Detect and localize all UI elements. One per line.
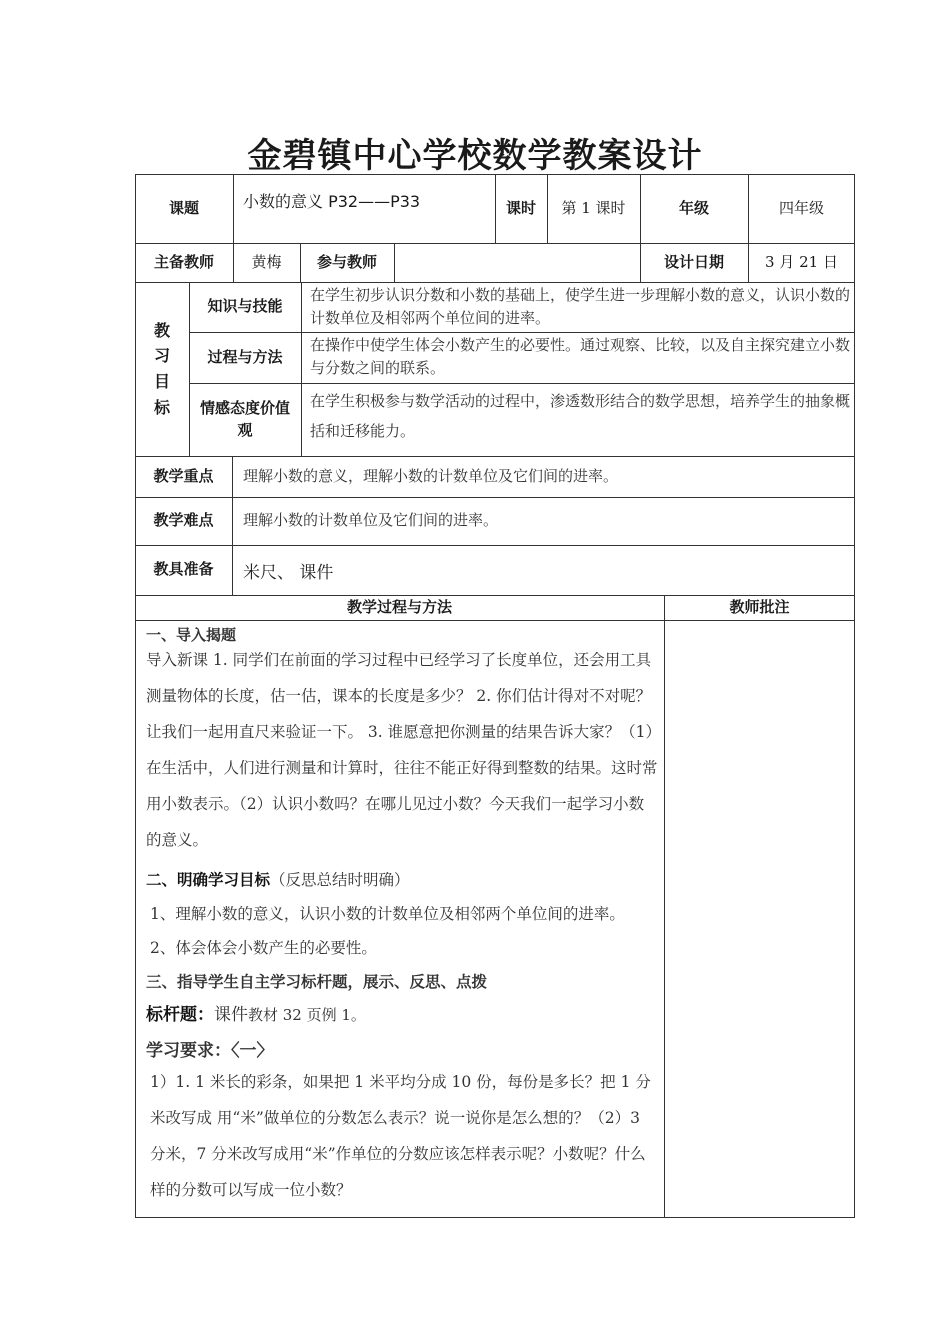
lead-teacher-label: 主备教师 [153,252,214,271]
goals-label-char: 教 [153,320,170,340]
goal-process-label: 过程与方法 [207,347,283,366]
goal-attitude-text: 在学生积极参与数学活动的过程中，渗透数形结合的数学思想，培养学生的抽象概括和迁移能力。 [310,392,851,440]
benchmark-text-2: 教材 32 页例 1。 [248,1006,366,1024]
goals-label-char: 标 [153,397,170,417]
key-point-text: 理解小数的意义，理解小数的计数单位及它们间的进率。 [243,466,619,485]
materials-text: 米尺、 课件 [243,563,334,584]
period-value: 第 1 课时 [561,198,626,217]
teacher-notes-header: 教师批注 [729,597,790,616]
participants-value [394,243,640,282]
difficulty-label: 教学难点 [153,511,214,530]
topic-label: 课题 [168,198,199,217]
teacher-notes-area [665,621,854,1217]
key-point-label: 教学重点 [153,466,214,485]
benchmark-line [146,1000,658,1025]
grade-label: 年级 [678,198,709,217]
materials-label: 教具准备 [153,560,214,579]
goal-attitude-label: 情感态度价值观 [199,398,290,439]
design-date-label: 设计日期 [663,252,724,271]
section1-text: 导入新课 1. 同学们在前面的学习过程中已经学习了长度单位，还会用工具测量物体的长度，估一估，课本的长度是多少？ 2. 你们估计得对不对呢？让我们一起用直尺来验证一下。 3. 谁愿意把你测量的结果告诉大家？（1）在生活中，人们进行测量和计算时，往往不能正好得到整数的结果。这时常用小数表示。（2）认识小数吗？在哪儿见过小数？今天我们一起学习小数的意义。 [146,651,658,849]
section3-title: 三、指导学生自主学习标杆题，展示、反思、点拨 [146,973,488,991]
goal-knowledge-text: 在学生初步认识分数和小数的基础上，使学生进一步理解小数的意义，认识小数的计数单位及相邻两个单位间的进率。 [310,286,851,327]
goal-knowledge-label: 知识与技能 [207,297,283,316]
goals-label-char: 目 [153,372,170,391]
difficulty-text: 理解小数的计数单位及它们间的进率。 [243,511,499,530]
section1-title: 一、导入揭题 [146,626,237,644]
requirements-text: 1）1. 1 米长的彩条，如果把 1 米平均分成 10 份，每份是多长？把 1 分米改写成 用“米”做单位的分数怎么表示？说一说你是怎么想的？（2）3 分米，7 分米改写成用“米”作单位的分数应该怎样表示呢？小数呢？什么样的分数可以写成一位小数？ [150,1073,651,1199]
participants-label: 参与教师 [316,252,377,271]
grade-value: 四年级 [778,198,824,217]
section2-item-2: 2、体会体会小数产生的必要性。 [150,939,377,957]
goal-process-text: 在操作中使学生体会小数产生的必要性。通过观察、比较，以及自主探究建立小数与分数之间的联系。 [310,336,851,377]
section2-item-1: 1、理解小数的意义，认识小数的计数单位及相邻两个单位间的进率。 [150,905,625,923]
topic-value: 小数的意义 P32——P33 [243,192,421,211]
process-header: 教学过程与方法 [346,597,452,616]
page-title: 金碧镇中心学校数学教案设计 [247,136,703,176]
lead-teacher-value: 黄梅 [251,252,282,271]
requirements-label: 学习要求：〈一〉 [146,1041,274,1061]
benchmark-label: 标杆题： [146,1005,214,1025]
section2-heading [146,868,658,890]
goals-label [135,282,189,456]
goals-label-char: 习 [153,346,170,366]
design-date-value: 3 月 21 日 [765,252,838,271]
period-label: 课时 [505,198,536,217]
section2-note: （反思总结时明确） [270,871,410,889]
benchmark-text-1: 课件 [214,1005,248,1025]
section2-title: 二、明确学习目标 [146,871,271,889]
